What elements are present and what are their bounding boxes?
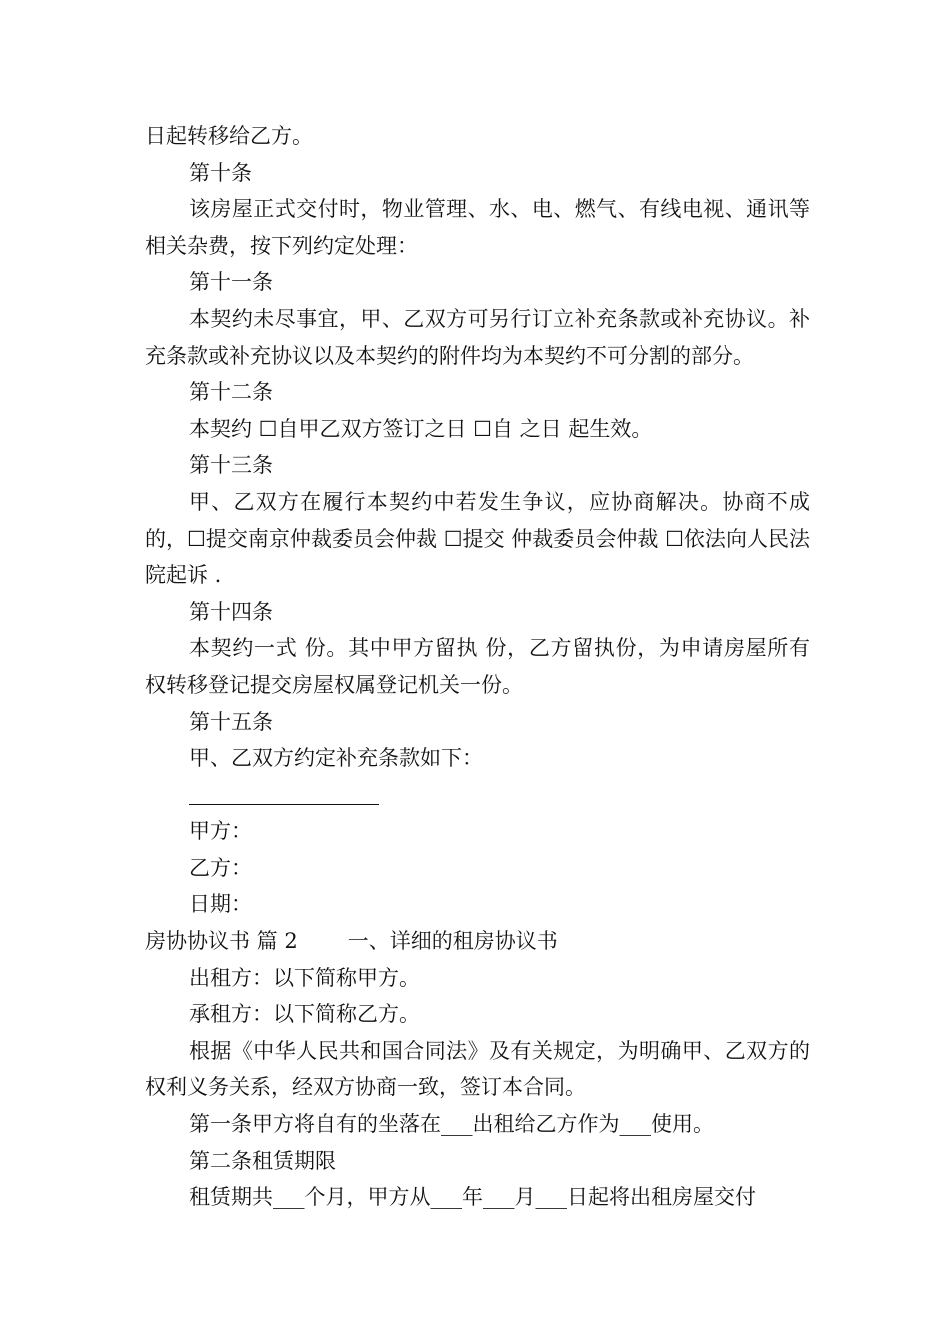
paragraph: 承租方：以下简称乙方。 xyxy=(189,1002,420,1027)
paragraph: 出租方：以下简称甲方。 xyxy=(189,965,420,990)
party-b-signature-label: 乙方： xyxy=(189,855,252,880)
paragraph: 日起转移给乙方。 xyxy=(145,124,313,148)
article-heading: 第十五条 xyxy=(189,709,273,734)
paragraph: 甲、乙双方在履行本契约中若发生争议，应协商解决。协商不成的，☐提交南京仲裁委员会仲裁 ☐提交 仲裁委员会仲裁 ☐依法向人民法院起诉 . xyxy=(145,489,810,588)
paragraph: 第一条甲方将自有的坐落在___出租给乙方作为___使用。 xyxy=(189,1112,714,1137)
paragraph: 根据《中华人民共和国合同法》及有关规定，为明确甲、乙双方的权利义务关系，经双方协商一致，签订本合同。 xyxy=(145,1038,810,1100)
date-signature-label: 日期： xyxy=(189,892,252,917)
article-heading: 第十三条 xyxy=(189,453,273,478)
section-heading-right: 一、详细的租房协议书 xyxy=(347,929,558,954)
paragraph: 该房屋正式交付时，物业管理、水、电、燃气、有线电视、通讯等相关杂费，按下列约定处理： xyxy=(145,197,810,258)
section-heading xyxy=(145,923,810,960)
article-heading: 第二条租赁期限 xyxy=(189,1148,336,1173)
article-heading: 第十四条 xyxy=(189,599,273,624)
paragraph: 本契约未尽事宜，甲、乙双方可另行订立补充条款或补充协议。补充条款或补充协议以及本契约的附件均为本契约不可分割的部分。 xyxy=(145,306,810,368)
article-heading: 第十一条 xyxy=(189,270,273,295)
article-heading: 第十条 xyxy=(189,160,252,185)
party-a-signature-label: 甲方： xyxy=(189,819,252,844)
paragraph: 租赁期共___个月，甲方从___年___月___日起将出租房屋交付 xyxy=(189,1185,756,1210)
supplementary-terms-blank-line xyxy=(189,777,810,814)
paragraph: 本契约一式 份。其中甲方留执 份，乙方留执份，为申请房屋所有权转移登记提交房屋权属登记机关一份。 xyxy=(145,636,810,697)
paragraph: 本契约 ☐自甲乙双方签订之日 ☐自 之日 起生效。 xyxy=(189,416,653,441)
article-heading: 第十二条 xyxy=(189,380,273,405)
section-heading-left: 房协协议书 篇 2 xyxy=(145,929,298,954)
paragraph: 甲、乙双方约定补充条款如下： xyxy=(189,746,483,771)
document-body xyxy=(145,118,810,1216)
